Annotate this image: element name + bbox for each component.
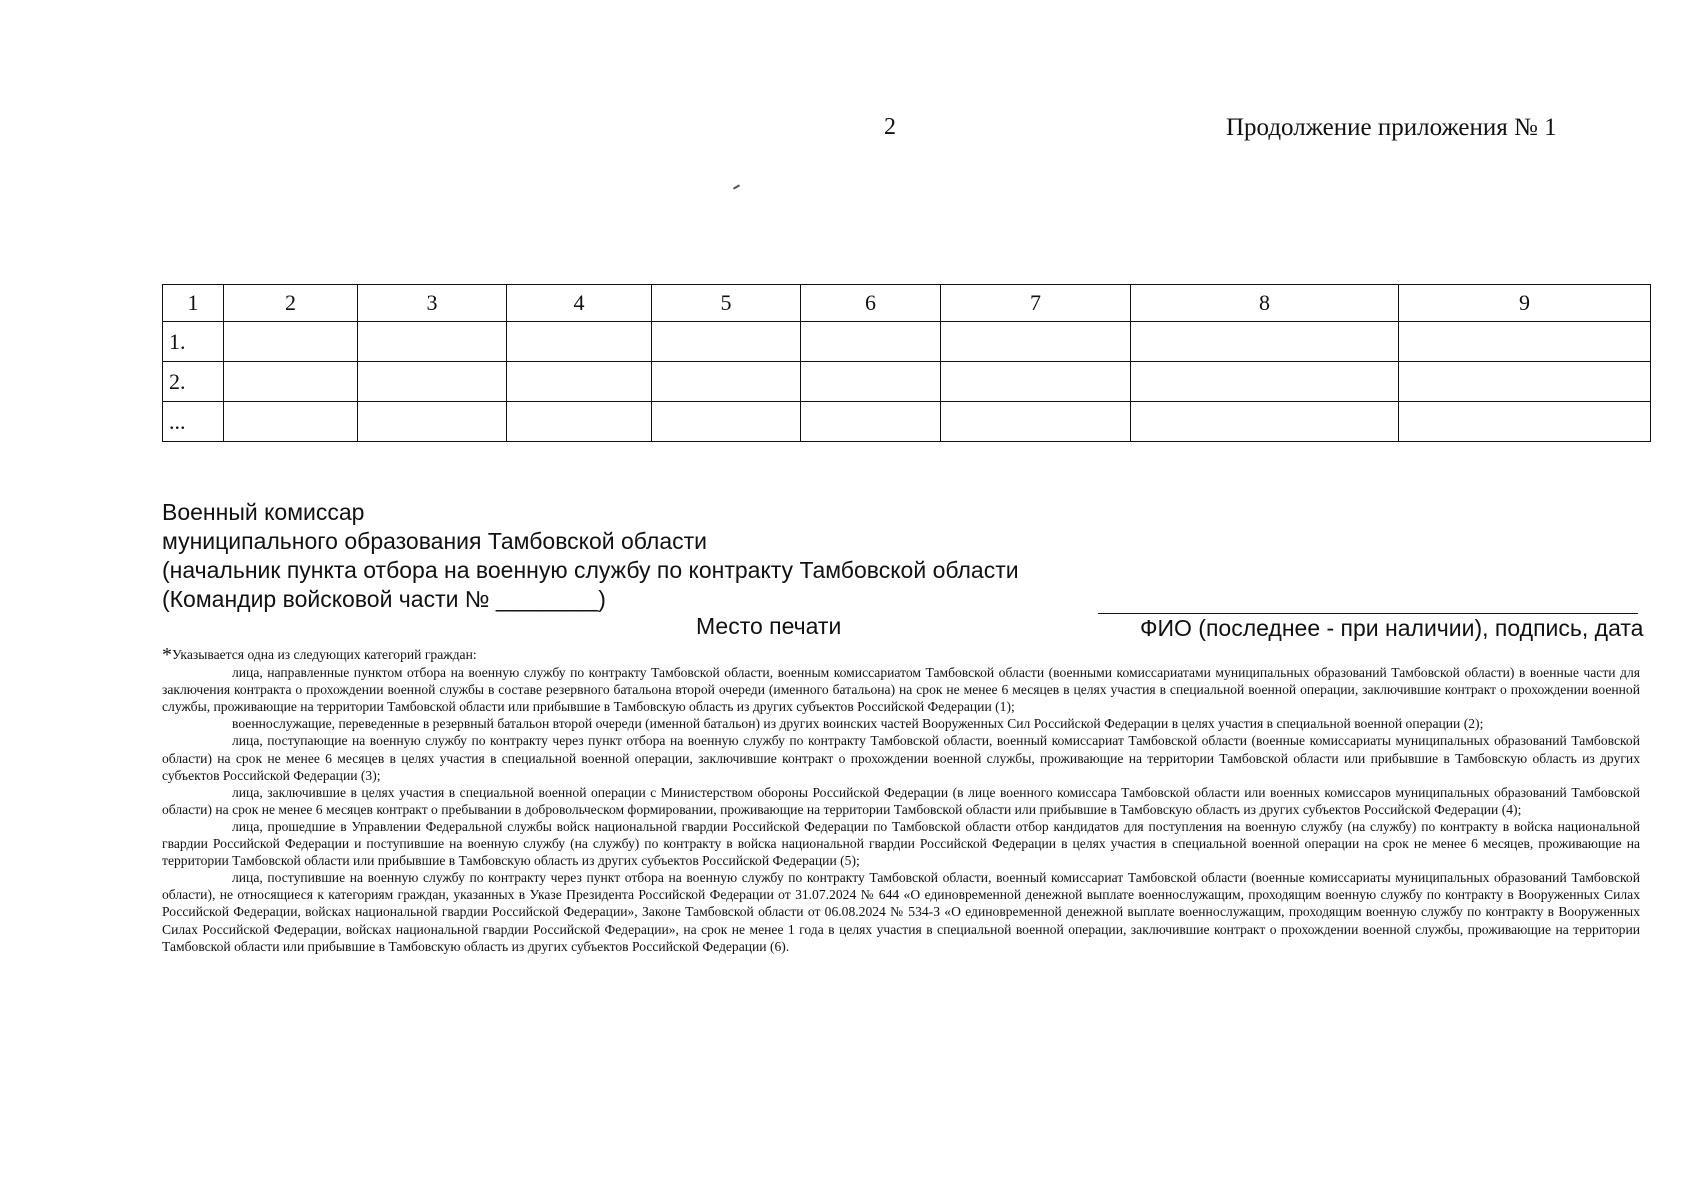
table-cell	[224, 362, 358, 402]
footnote-item: военнослужащие, переведенные в резервный батальон второй очереди (именной батальон) из других воинских частей Вооруженных Сил Российской Федерации в целях участия в специальной военной операции (2);	[232, 716, 1484, 732]
footnote-star: *	[162, 644, 172, 666]
signatory-title-line: муниципального образования Тамбовской области	[162, 528, 708, 554]
footnote-item: лица, направленные пунктом отбора на военную службу по контракту Тамбовской области, военным комиссариатом Тамбовской области (военными комиссариатами муниципальных образований Тамбовской области) в военные части для заключения контракта о прохождении военной службы в составе резервного батальона второй очереди (именного батальона) на срок не менее 6 месяцев в целях участия в специальной военной операции, заключившие контракт о прохождении военной службы, проживающие на территории Тамбовской области или прибывшие в Тамбовскую область из других субъектов Российской Федерации (1);	[162, 665, 1640, 715]
signatory-title-line: (Командир войсковой части № ________)	[162, 586, 606, 612]
signatory-title-line: Военный комиссар	[162, 499, 365, 525]
signature-line	[1098, 613, 1638, 614]
table-cell	[652, 402, 801, 442]
table-cell	[507, 362, 652, 402]
table-row	[163, 362, 1651, 402]
table-cell	[1399, 322, 1651, 362]
row-number: 2.	[163, 362, 224, 402]
footnote-item: лица, заключившие в целях участия в специальной военной операции с Министерством обороны Российской Федерации (в лице военного комиссара Тамбовской области или военных комиссаров муниципальных образований Тамбовской области) на срок не менее 6 месяцев контракт о пребывании в добровольческом формировании, проживающие на территории Тамбовской области или прибывшие в Тамбовскую область из других субъектов Российской Федерации (4);	[162, 784, 1640, 817]
footnote-item: лица, поступающие на военную службу по контракту через пункт отбора на военную службу по контракту Тамбовской области, военный комиссариат Тамбовской области (военные комиссариаты муниципальных образований Тамбовской области) на срок не менее 6 месяцев в целях участия в специальной военной операции, заключившие контракт о прохождении военной службы, проживающие на территории Тамбовской области или прибывшие в Тамбовскую область из других субъектов Российской Федерации (3);	[162, 733, 1640, 783]
table-cell	[1131, 362, 1399, 402]
table-cell	[652, 362, 801, 402]
table-cell	[224, 402, 358, 442]
row-number: 1.	[163, 322, 224, 362]
appendix-continuation-note: Продолжение приложения № 1	[1226, 114, 1557, 141]
table-cell	[358, 362, 507, 402]
data-table	[162, 284, 1651, 442]
table-cell	[1399, 362, 1651, 402]
signatory-title-line: (начальник пункта отбора на военную службу по контракту Тамбовской области	[162, 557, 1019, 583]
column-header: 4	[507, 285, 652, 322]
footnote-intro	[162, 646, 1640, 664]
scan-mark	[733, 184, 740, 189]
column-header: 5	[652, 285, 801, 322]
table-cell	[1131, 402, 1399, 442]
column-header: 7	[941, 285, 1131, 322]
column-header: 6	[801, 285, 941, 322]
column-header: 1	[163, 285, 224, 322]
table-cell	[941, 402, 1131, 442]
column-header: 9	[1399, 285, 1651, 322]
page-number: 2	[884, 114, 896, 140]
footnote	[162, 646, 1640, 955]
table-cell	[358, 322, 507, 362]
table-cell	[801, 402, 941, 442]
row-number: ...	[163, 402, 224, 442]
table-header-row	[163, 285, 1651, 322]
stamp-place-label: Место печати	[696, 613, 842, 639]
column-header: 8	[1131, 285, 1399, 322]
signature-caption: ФИО (последнее - при наличии), подпись, дата	[1140, 615, 1644, 641]
column-header: 3	[358, 285, 507, 322]
table-cell	[941, 362, 1131, 402]
table-cell	[224, 322, 358, 362]
footnote-intro-text: Указывается одна из следующих категорий граждан:	[172, 647, 477, 662]
table-cell	[801, 362, 941, 402]
table-cell	[801, 322, 941, 362]
footnote-item: лица, прошедшие в Управлении Федеральной службы войск национальной гвардии Российской Федерации по Тамбовской области отбор кандидатов для поступления на военную службу (на службу) по контракту в войска национальной гвардии Российской Федерации и поступившие на военную службу (на службу) по контракту в войска национальной гвардии Российской Федерации в целях участия в специальной военной операции на срок не менее 6 месяцев, проживающие на территории Тамбовской области или прибывшие в Тамбовскую область из других субъектов Российской Федерации (5);	[162, 818, 1640, 869]
table-cell	[358, 402, 507, 442]
table-cell	[652, 322, 801, 362]
column-header: 2	[224, 285, 358, 322]
table-cell	[1131, 322, 1399, 362]
signatory-block	[162, 498, 1019, 614]
table-cell	[941, 322, 1131, 362]
table-cell	[1399, 402, 1651, 442]
table-cell	[507, 322, 652, 362]
table-row	[163, 322, 1651, 362]
footnote-item: лица, поступившие на военную службу по контракту через пункт отбора на военную службу по контракту Тамбовской области, военный комиссариат Тамбовской области (военные комиссариаты муниципальных образований Тамбовской области), не относящиеся к категориям граждан, указанных в Указе Президента Российской Федерации от 31.07.2024 № 644 «О единовременной денежной выплате военнослужащим, проходящим военную службу по контракту в Вооруженных Силах Российской Федерации, войсках национальной гвардии Российской Федерации», Законе Тамбовской области от 06.08.2024 № 534-З «О единовременной денежной выплате военнослужащим, проходящим военную службу по контракту в Вооруженных Силах Российской Федерации, войсках национальной гвардии Российской Федерации», на срок не менее 1 года в целях участия в специальной военной операции, заключившие контракт о прохождении военной службы, проживающие на территории Тамбовской области или прибывшие в Тамбовскую область из других субъектов Российской Федерации (6).	[162, 870, 1640, 954]
table-row	[163, 402, 1651, 442]
table-cell	[507, 402, 652, 442]
